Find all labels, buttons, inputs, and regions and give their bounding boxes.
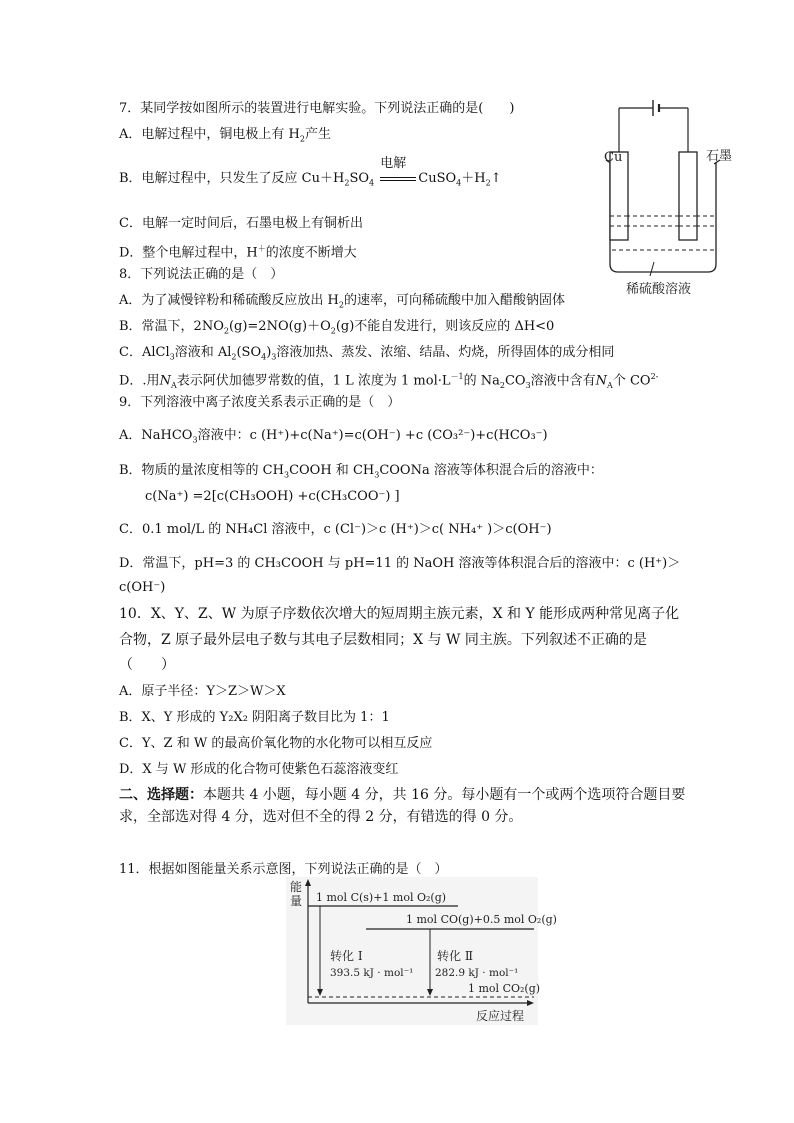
q8-option-c: C．AlCl$_3$溶液和 $Al_2(SO_4)_3$溶液加热、蒸发、浓缩、结晶、灼烧，所得固体的成分相同 bbox=[119, 345, 615, 362]
q10-option-b: B．X、Y 形成的 Y₂X₂ 阴阳离子数目比为 1：1 bbox=[119, 710, 390, 725]
q7-stem: 7．某同学按如图所示的装置进行电解实验。下列说法正确的是( ) bbox=[119, 101, 515, 116]
solution-label: 稀硫酸溶液 bbox=[626, 282, 692, 297]
electrolysis-apparatus-diagram bbox=[598, 100, 748, 300]
conv1-value: 393.5 kJ · mol⁻¹ bbox=[330, 967, 414, 979]
section2-instructions-cont: 求，全部选对得 4 分，选对但不全的得 2 分，有错选的得 0 分。 bbox=[119, 809, 523, 825]
q10-option-d: D．X 与 W 形成的化合物可使紫色石蕊溶液变红 bbox=[119, 762, 399, 777]
q10-stem-line3: （ ） bbox=[119, 657, 175, 673]
q10-stem-line1: 10．X、Y、Z、W 为原子序数依次增大的短周期主族元素，X 和 Y 能形成两种常见离子化 bbox=[119, 606, 680, 622]
q9-option-b-expression: c(Na⁺) =2[c(CH₃OOH) +c(CH₃COO⁻) ] bbox=[145, 489, 400, 504]
q9-option-d: D．常温下，pH=3 的 CH₃COOH 与 pH=11 的 NaOH 溶液等体积混合后的溶液中：c (H⁺)＞ bbox=[119, 556, 681, 571]
graphite-label: 石墨 bbox=[706, 149, 733, 164]
energy-level-diagram bbox=[286, 877, 557, 1025]
conv2-name: 转化 Ⅱ bbox=[437, 949, 473, 963]
cu-label: Cu bbox=[604, 150, 623, 165]
level-mid-label: 1 mol CO(g)+0.5 mol O₂(g) bbox=[406, 913, 557, 926]
q9-option-c: C．0.1 mol/L 的 NH₄Cl 溶液中，c (Cl⁻)＞c (H⁺)＞c( NH₄⁺ )＞c(OH⁻) bbox=[119, 522, 552, 537]
q10-option-c: C．Y、Z 和 W 的最高价氧化物的水化物可以相互反应 bbox=[119, 736, 433, 751]
level-top-label: 1 mol C(s)+1 mol O₂(g) bbox=[316, 891, 447, 904]
q9-option-a: A．NaHCO$_3$溶液中：c (H⁺)+c(Na⁺)=c(OH⁻) +c (CO₃²⁻)+c(HCO₃⁻) bbox=[119, 428, 548, 445]
y-axis-label-char1: 能 bbox=[290, 880, 303, 894]
q10-stem-line2: 合物，Z 原子最外层电子数与其电子层数相同；X 与 W 同主族。下列叙述不正确的是 bbox=[119, 632, 647, 648]
electrolysis-condition: 电解 bbox=[380, 156, 407, 171]
q8-option-d: D．.用$N_A$表示阿伏加德罗常数的值，1 L 浓度为 1 $mol\cdot L^{-1}$的 $Na_2CO_3$溶液中含有$N_A$个 $CO^{2-}$ bbox=[119, 372, 659, 390]
graphite-electrode bbox=[679, 152, 697, 240]
q8-stem: 8．下列说法正确的是（ ） bbox=[119, 267, 284, 282]
conv2-value: 282.9 kJ · mol⁻¹ bbox=[435, 967, 519, 979]
q7-option-c: C．电解一定时间后，石墨电极上有铜析出 bbox=[119, 216, 363, 231]
q11-stem: 11．根据如图能量关系示意图，下列说法正确的是（ ） bbox=[119, 862, 448, 877]
q8-option-b: B．常温下，$2NO_2(g)=2NO(g)+O_2(g)$不能自发进行，则该反应的 ΔH<0 bbox=[119, 319, 555, 336]
q9-stem: 9．下列溶液中离子浓度关系表示正确的是（ ） bbox=[119, 395, 401, 410]
q10-option-a: A．原子半径：Y＞Z＞W＞X bbox=[119, 684, 286, 699]
y-axis-label-char2: 量 bbox=[290, 894, 303, 908]
q9-option-b: B．物质的量浓度相等的 $CH_3COOH$ 和 $CH_3COONa$ 溶液等体积混合后的溶液中： bbox=[119, 463, 603, 480]
q7-option-b: B．电解过程中，只发生了反应 $Cu+H_2SO_4$ 电解 $CuSO_4+H_2↑$ bbox=[119, 156, 502, 188]
level-bottom-label: 1 mol CO₂(g) bbox=[468, 982, 541, 995]
q9-option-d-cont: c(OH⁻) bbox=[119, 580, 166, 595]
x-axis-label: 反应过程 bbox=[476, 1009, 525, 1023]
q7-option-d: D．整个电解过程中，H＋的浓度不断增大 bbox=[119, 244, 357, 261]
section2-instructions: 二、选择题：本题共 4 小题，每小题 4 分，共 16 分。每小题有一个或两个选项符合题目要 bbox=[119, 787, 686, 803]
cu-electrode bbox=[610, 152, 628, 240]
conv1-name: 转化 Ⅰ bbox=[330, 949, 363, 963]
section2-heading: 二、选择题： bbox=[119, 787, 203, 803]
q7-option-a: A．电解过程中，铜电极上有 $H_2$产生 bbox=[119, 127, 331, 144]
q8-option-a: A．为了减慢锌粉和稀硫酸反应放出 $H_2$的速率，可向稀硫酸中加入醋酸钠固体 bbox=[119, 293, 565, 310]
